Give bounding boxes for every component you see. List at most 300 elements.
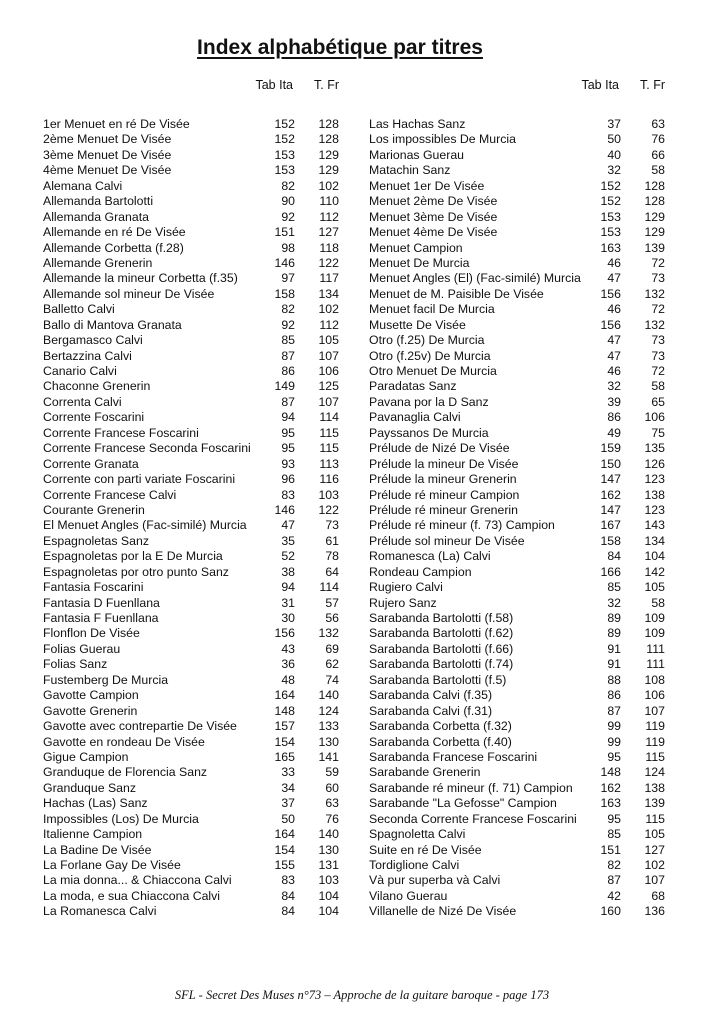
- index-entry: [369, 503, 665, 518]
- entry-t-fr-page: 140: [318, 827, 339, 842]
- entry-t-fr-page: 76: [651, 132, 665, 147]
- entry-tab-ita-page: 84: [607, 549, 621, 564]
- entry-title: La moda, e sua Chiaccona Calvi: [43, 888, 221, 903]
- entry-tab-ita-page: 91: [607, 657, 621, 672]
- entry-tab-ita-page: 153: [274, 147, 295, 162]
- index-entry: [43, 534, 339, 549]
- entry-tab-ita-page: 47: [607, 271, 621, 286]
- entry-tab-ita-page: 47: [607, 333, 621, 348]
- index-entry: [369, 426, 665, 441]
- entry-tab-ita-page: 94: [281, 580, 295, 595]
- index-entry: [43, 395, 339, 410]
- entry-t-fr-page: 136: [644, 904, 665, 919]
- index-entry: [43, 302, 339, 317]
- index-entry: [43, 873, 339, 888]
- entry-t-fr-page: 112: [319, 317, 339, 332]
- entry-tab-ita-page: 83: [281, 873, 295, 888]
- entry-t-fr-page: 107: [318, 348, 339, 363]
- entry-t-fr-page: 106: [644, 688, 665, 703]
- entry-title: Marionas Guerau: [369, 147, 465, 162]
- index-entry: [43, 596, 339, 611]
- index-entry: [369, 688, 665, 703]
- entry-tab-ita-page: 31: [281, 595, 295, 610]
- entry-title: Matachin Sanz: [369, 163, 451, 178]
- entry-t-fr-page: 108: [644, 672, 665, 687]
- index-entry: [369, 565, 665, 580]
- entry-tab-ita-page: 43: [281, 641, 295, 656]
- index-entry: [43, 704, 339, 719]
- entry-t-fr-page: 129: [318, 163, 339, 178]
- index-entry: [43, 796, 339, 811]
- entry-tab-ita-page: 87: [607, 703, 621, 718]
- entry-tab-ita-page: 148: [274, 703, 295, 718]
- entry-t-fr-page: 59: [325, 765, 339, 780]
- entry-tab-ita-page: 164: [274, 688, 295, 703]
- entry-t-fr-page: 78: [325, 549, 339, 564]
- entry-title: Otro (f.25) De Murcia: [369, 333, 485, 348]
- entry-title: Menuet Campion: [369, 240, 463, 255]
- index-entry: [369, 132, 665, 147]
- entry-title: Sarabanda Francese Foscarini: [369, 749, 538, 764]
- entry-tab-ita-page: 47: [607, 348, 621, 363]
- entry-title: Sarabande Grenerin: [369, 765, 481, 780]
- index-entry: [369, 318, 665, 333]
- entry-t-fr-page: 72: [651, 364, 665, 378]
- entry-tab-ita-page: 85: [607, 827, 621, 842]
- entry-tab-ita-page: 95: [281, 441, 295, 456]
- entry-t-fr-page: 119: [645, 719, 665, 734]
- entry-title: Sarabanda Bartolotti (f.58): [369, 611, 514, 625]
- index-entry: [369, 379, 665, 394]
- entry-title: Espagnoletas Sanz: [43, 533, 149, 548]
- entry-title: Romanesca (La) Calvi: [369, 549, 491, 564]
- entry-tab-ita-page: 155: [274, 858, 295, 872]
- index-entry: [369, 179, 665, 194]
- entry-tab-ita-page: 98: [281, 240, 295, 255]
- entry-title: Folias Guerau: [43, 641, 121, 656]
- entry-t-fr-page: 133: [318, 719, 339, 734]
- entry-t-fr-page: 143: [644, 518, 665, 533]
- entry-t-fr-page: 128: [318, 117, 339, 131]
- entry-tab-ita-page: 162: [600, 487, 621, 502]
- index-entry: [369, 580, 665, 595]
- index-entry: [43, 688, 339, 703]
- index-entry: [43, 750, 339, 765]
- entry-title: Paradatas Sanz: [369, 379, 457, 394]
- entry-tab-ita-page: 154: [274, 842, 295, 857]
- entry-t-fr-page: 72: [651, 255, 665, 270]
- entry-tab-ita-page: 162: [600, 780, 621, 795]
- index-entry: [369, 642, 665, 657]
- entry-title: Musette De Visée: [369, 317, 466, 332]
- entry-t-fr-page: 129: [644, 225, 665, 240]
- entry-t-fr-page: 123: [644, 472, 665, 487]
- index-entry: [43, 765, 339, 780]
- entry-t-fr-page: 140: [318, 688, 339, 703]
- entry-t-fr-page: 73: [325, 518, 339, 533]
- entry-tab-ita-page: 35: [281, 533, 295, 548]
- index-list-right: [369, 117, 665, 920]
- entry-t-fr-page: 58: [651, 379, 665, 394]
- entry-t-fr-page: 107: [644, 873, 665, 888]
- entry-t-fr-page: 110: [319, 194, 339, 209]
- entry-t-fr-page: 115: [645, 749, 665, 764]
- index-entry: [369, 549, 665, 564]
- entry-t-fr-page: 68: [651, 888, 665, 903]
- index-entry: [43, 735, 339, 750]
- entry-title: Prélude la mineur De Visée: [369, 456, 519, 471]
- entry-title: Prélude ré mineur (f. 73) Campion: [369, 518, 555, 533]
- entry-t-fr-page: 103: [318, 487, 339, 502]
- entry-title: Bergamasco Calvi: [43, 333, 143, 348]
- entry-title: Corrente Francese Calvi: [43, 487, 177, 502]
- entry-tab-ita-page: 49: [607, 425, 621, 440]
- entry-tab-ita-page: 86: [607, 410, 621, 425]
- entry-t-fr-page: 141: [318, 749, 339, 764]
- index-entry: [43, 518, 339, 533]
- index-entry: [369, 457, 665, 472]
- column-header: [43, 78, 339, 94]
- entry-title: Allemande la mineur Corbetta (f.35): [43, 271, 238, 286]
- entry-tab-ita-page: 99: [607, 719, 621, 734]
- entry-t-fr-page: 116: [319, 472, 339, 487]
- entry-tab-ita-page: 50: [281, 811, 295, 826]
- index-entry: [43, 565, 339, 580]
- entry-tab-ita-page: 32: [607, 379, 621, 394]
- entry-title: Prélude de Nizé De Visée: [369, 441, 510, 456]
- entry-title: Allemanda Granata: [43, 209, 149, 224]
- entry-tab-ita-page: 88: [607, 672, 621, 687]
- entry-title: Balletto Calvi: [43, 302, 115, 317]
- entry-tab-ita-page: 39: [607, 394, 621, 409]
- index-entry: [369, 225, 665, 240]
- entry-t-fr-page: 113: [319, 456, 339, 471]
- index-entry: [369, 765, 665, 780]
- entry-title: Otro (f.25v) De Murcia: [369, 348, 491, 363]
- index-entry: [43, 349, 339, 364]
- index-entry: [369, 364, 665, 379]
- entry-title: Prélude ré mineur Campion: [369, 487, 520, 502]
- entry-title: Allemande Corbetta (f.28): [43, 240, 184, 255]
- entry-t-fr-page: 102: [644, 858, 665, 872]
- entry-t-fr-page: 61: [325, 533, 339, 548]
- page-title: Index alphabétique par titres: [197, 36, 483, 59]
- entry-t-fr-page: 73: [651, 348, 665, 363]
- index-entry: [369, 843, 665, 858]
- entry-t-fr-page: 112: [319, 209, 339, 224]
- entry-t-fr-page: 103: [318, 873, 339, 888]
- entry-title: Corrente Foscarini: [43, 410, 145, 425]
- index-entry: [369, 827, 665, 842]
- index-entry: [43, 379, 339, 394]
- entry-title: Chaconne Grenerin: [43, 379, 151, 394]
- entry-title: Menuet 4ème De Visée: [369, 225, 498, 240]
- index-entry: [43, 333, 339, 348]
- entry-tab-ita-page: 85: [607, 580, 621, 595]
- index-entry: [369, 750, 665, 765]
- entry-title: Menuet Angles (El) (Fac-similé) Murcia: [369, 271, 581, 286]
- entry-t-fr-page: 104: [318, 904, 339, 919]
- index-entry: [369, 534, 665, 549]
- entry-tab-ita-page: 48: [281, 672, 295, 687]
- index-entry: [369, 472, 665, 487]
- index-entry: [369, 271, 665, 286]
- entry-t-fr-page: 117: [319, 271, 339, 286]
- header-t-fr: T. Fr: [314, 78, 339, 92]
- index-entry: [43, 472, 339, 487]
- index-entry: [369, 858, 665, 873]
- entry-tab-ita-page: 150: [600, 456, 621, 471]
- entry-title: Corrente Granata: [43, 456, 139, 471]
- index-entry: [43, 441, 339, 456]
- entry-tab-ita-page: 152: [600, 178, 621, 193]
- entry-tab-ita-page: 164: [274, 827, 295, 842]
- entry-tab-ita-page: 33: [281, 765, 295, 780]
- entry-title: Pavanaglia Calvi: [369, 410, 461, 425]
- entry-title: Espagnoletas por otro punto Sanz: [43, 564, 229, 579]
- entry-t-fr-page: 124: [318, 703, 339, 718]
- index-entry: [369, 333, 665, 348]
- entry-tab-ita-page: 151: [600, 842, 621, 857]
- entry-tab-ita-page: 83: [281, 487, 295, 502]
- index-entry: [43, 426, 339, 441]
- index-entry: [43, 549, 339, 564]
- entry-tab-ita-page: 153: [600, 225, 621, 240]
- entry-t-fr-page: 129: [318, 147, 339, 162]
- entry-t-fr-page: 105: [644, 827, 665, 842]
- index-entry: [369, 796, 665, 811]
- entry-tab-ita-page: 84: [281, 904, 295, 919]
- entry-title: Sarabanda Corbetta (f.32): [369, 719, 512, 734]
- index-entry: [369, 904, 665, 919]
- entry-t-fr-page: 114: [319, 580, 339, 595]
- entry-t-fr-page: 107: [318, 394, 339, 409]
- entry-t-fr-page: 135: [644, 441, 665, 456]
- entry-t-fr-page: 75: [651, 425, 665, 440]
- entry-title: Impossibles (Los) De Murcia: [43, 811, 199, 826]
- entry-t-fr-page: 134: [644, 533, 665, 548]
- index-entry: [369, 395, 665, 410]
- entry-tab-ita-page: 163: [600, 240, 621, 255]
- entry-tab-ita-page: 159: [600, 441, 621, 456]
- entry-title: Menuet 1er De Visée: [369, 178, 485, 193]
- entry-t-fr-page: 106: [318, 364, 339, 378]
- entry-tab-ita-page: 153: [600, 209, 621, 224]
- entry-tab-ita-page: 165: [274, 749, 295, 764]
- entry-title: Flonflon De Visée: [43, 626, 140, 641]
- entry-t-fr-page: 109: [644, 626, 665, 641]
- entry-t-fr-page: 128: [644, 194, 665, 209]
- entry-tab-ita-page: 148: [600, 765, 621, 780]
- entry-tab-ita-page: 46: [607, 255, 621, 270]
- entry-t-fr-page: 115: [319, 425, 339, 440]
- entry-tab-ita-page: 46: [607, 364, 621, 378]
- entry-title: Menuet 3ème De Visée: [369, 209, 498, 224]
- entry-t-fr-page: 66: [651, 147, 665, 162]
- index-entry: [43, 410, 339, 425]
- entry-title: La mia donna... & Chiaccona Calvi: [43, 873, 232, 888]
- entry-t-fr-page: 69: [325, 641, 339, 656]
- index-entry: [43, 904, 339, 919]
- index-entry: [369, 441, 665, 456]
- index-entry: [369, 256, 665, 271]
- entry-t-fr-page: 132: [644, 317, 665, 332]
- entry-tab-ita-page: 97: [281, 271, 295, 286]
- index-entry: [369, 518, 665, 533]
- entry-tab-ita-page: 82: [281, 178, 295, 193]
- entry-tab-ita-page: 38: [281, 564, 295, 579]
- index-entry: [43, 611, 339, 626]
- entry-t-fr-page: 62: [325, 657, 339, 672]
- entry-t-fr-page: 60: [325, 780, 339, 795]
- entry-t-fr-page: 104: [318, 888, 339, 903]
- entry-t-fr-page: 125: [318, 379, 339, 394]
- entry-title: 1er Menuet en ré De Visée: [43, 117, 190, 131]
- entry-t-fr-page: 111: [646, 641, 665, 656]
- index-entry: [369, 302, 665, 317]
- entry-title: Allemande Grenerin: [43, 255, 153, 270]
- index-entry: [43, 626, 339, 641]
- entry-tab-ita-page: 82: [607, 858, 621, 872]
- index-entry: [369, 163, 665, 178]
- entry-tab-ita-page: 154: [274, 734, 295, 749]
- entry-tab-ita-page: 87: [607, 873, 621, 888]
- entry-title: La Badine De Visée: [43, 842, 152, 857]
- entry-tab-ita-page: 163: [600, 796, 621, 811]
- index-entry: [43, 148, 339, 163]
- index-entry: [369, 488, 665, 503]
- entry-tab-ita-page: 152: [274, 117, 295, 131]
- index-entry: [43, 827, 339, 842]
- entry-tab-ita-page: 147: [600, 502, 621, 517]
- entry-title: Rugiero Calvi: [369, 580, 443, 595]
- entry-title: Prélude la mineur Grenerin: [369, 472, 517, 487]
- index-list-left: [43, 117, 339, 920]
- entry-tab-ita-page: 94: [281, 410, 295, 425]
- entry-t-fr-page: 106: [644, 410, 665, 425]
- entry-t-fr-page: 109: [644, 611, 665, 625]
- header-tab-ita: Tab Ita: [255, 78, 293, 92]
- entry-tab-ita-page: 166: [600, 564, 621, 579]
- index-entry: [43, 194, 339, 209]
- entry-tab-ita-page: 30: [281, 611, 295, 625]
- entry-title: Ballo di Mantova Granata: [43, 317, 182, 332]
- entry-title: Gigue Campion: [43, 749, 129, 764]
- entry-t-fr-page: 104: [644, 549, 665, 564]
- index-entry: [369, 704, 665, 719]
- entry-t-fr-page: 128: [318, 132, 339, 147]
- index-entry: [43, 812, 339, 827]
- entry-title: Rondeau Campion: [369, 564, 472, 579]
- entry-tab-ita-page: 167: [600, 518, 621, 533]
- entry-title: Rujero Sanz: [369, 595, 437, 610]
- entry-tab-ita-page: 152: [274, 132, 295, 147]
- entry-tab-ita-page: 146: [274, 502, 295, 517]
- entry-t-fr-page: 64: [325, 564, 339, 579]
- entry-tab-ita-page: 89: [607, 626, 621, 641]
- index-entry: [43, 271, 339, 286]
- entry-tab-ita-page: 84: [281, 888, 295, 903]
- header-tab-ita: Tab Ita: [581, 78, 619, 92]
- entry-t-fr-page: 102: [318, 302, 339, 317]
- entry-title: Gavotte avec contrepartie De Visée: [43, 719, 237, 734]
- entry-t-fr-page: 65: [651, 394, 665, 409]
- entry-t-fr-page: 132: [644, 286, 665, 301]
- entry-t-fr-page: 132: [318, 626, 339, 641]
- entry-t-fr-page: 130: [318, 734, 339, 749]
- index-entry: [43, 657, 339, 672]
- column-header: [369, 78, 665, 94]
- entry-tab-ita-page: 147: [600, 472, 621, 487]
- entry-t-fr-page: 72: [651, 302, 665, 317]
- entry-tab-ita-page: 95: [607, 811, 621, 826]
- index-entry: [43, 132, 339, 147]
- entry-title: Suite en ré De Visée: [369, 842, 482, 857]
- entry-tab-ita-page: 156: [600, 286, 621, 301]
- entry-title: Los impossibles De Murcia: [369, 132, 516, 147]
- entry-title: Alemana Calvi: [43, 178, 123, 193]
- entry-title: Villanelle de Nizé De Visée: [369, 904, 517, 919]
- entry-t-fr-page: 63: [651, 117, 665, 131]
- index-entry: [43, 843, 339, 858]
- index-entry: [369, 657, 665, 672]
- entry-t-fr-page: 118: [319, 240, 339, 255]
- index-entry: [369, 287, 665, 302]
- entry-tab-ita-page: 151: [274, 225, 295, 240]
- index-entry: [369, 210, 665, 225]
- entry-tab-ita-page: 47: [281, 518, 295, 533]
- entry-t-fr-page: 122: [318, 255, 339, 270]
- entry-t-fr-page: 127: [318, 225, 339, 240]
- entry-t-fr-page: 105: [318, 333, 339, 348]
- index-entry: [43, 179, 339, 194]
- entry-tab-ita-page: 157: [274, 719, 295, 734]
- index-entry: [43, 781, 339, 796]
- entry-t-fr-page: 138: [644, 780, 665, 795]
- entry-title: Espagnoletas por la E De Murcia: [43, 549, 223, 564]
- entry-title: La Forlane Gay De Visée: [43, 858, 181, 872]
- entry-t-fr-page: 73: [651, 333, 665, 348]
- entry-title: Granduque de Florencia Sanz: [43, 765, 208, 780]
- entry-title: Gavotte Grenerin: [43, 703, 138, 718]
- entry-title: Sarabanda Bartolotti (f.62): [369, 626, 514, 641]
- entry-title: Sarabanda Bartolotti (f.66): [369, 641, 514, 656]
- index-entry: [369, 673, 665, 688]
- entry-tab-ita-page: 50: [607, 132, 621, 147]
- entry-t-fr-page: 124: [644, 765, 665, 780]
- index-entry: [43, 210, 339, 225]
- header-t-fr: T. Fr: [640, 78, 665, 92]
- entry-t-fr-page: 130: [318, 842, 339, 857]
- entry-tab-ita-page: 87: [281, 348, 295, 363]
- entry-title: Seconda Corrente Francese Foscarini: [369, 811, 577, 826]
- entry-tab-ita-page: 91: [607, 641, 621, 656]
- entry-title: Otro Menuet De Murcia: [369, 364, 497, 378]
- entry-tab-ita-page: 146: [274, 255, 295, 270]
- index-entry: [369, 148, 665, 163]
- entry-tab-ita-page: 82: [281, 302, 295, 317]
- index-entry: [43, 503, 339, 518]
- entry-t-fr-page: 131: [318, 858, 339, 872]
- index-entry: [43, 642, 339, 657]
- entry-title: 3ème Menuet De Visée: [43, 147, 172, 162]
- entry-tab-ita-page: 37: [281, 796, 295, 811]
- entry-tab-ita-page: 85: [281, 333, 295, 348]
- entry-title: Sarabanda Bartolotti (f.5): [369, 672, 507, 687]
- entry-tab-ita-page: 40: [607, 147, 621, 162]
- entry-title: Menuet facil De Murcia: [369, 302, 495, 317]
- index-entry: [369, 719, 665, 734]
